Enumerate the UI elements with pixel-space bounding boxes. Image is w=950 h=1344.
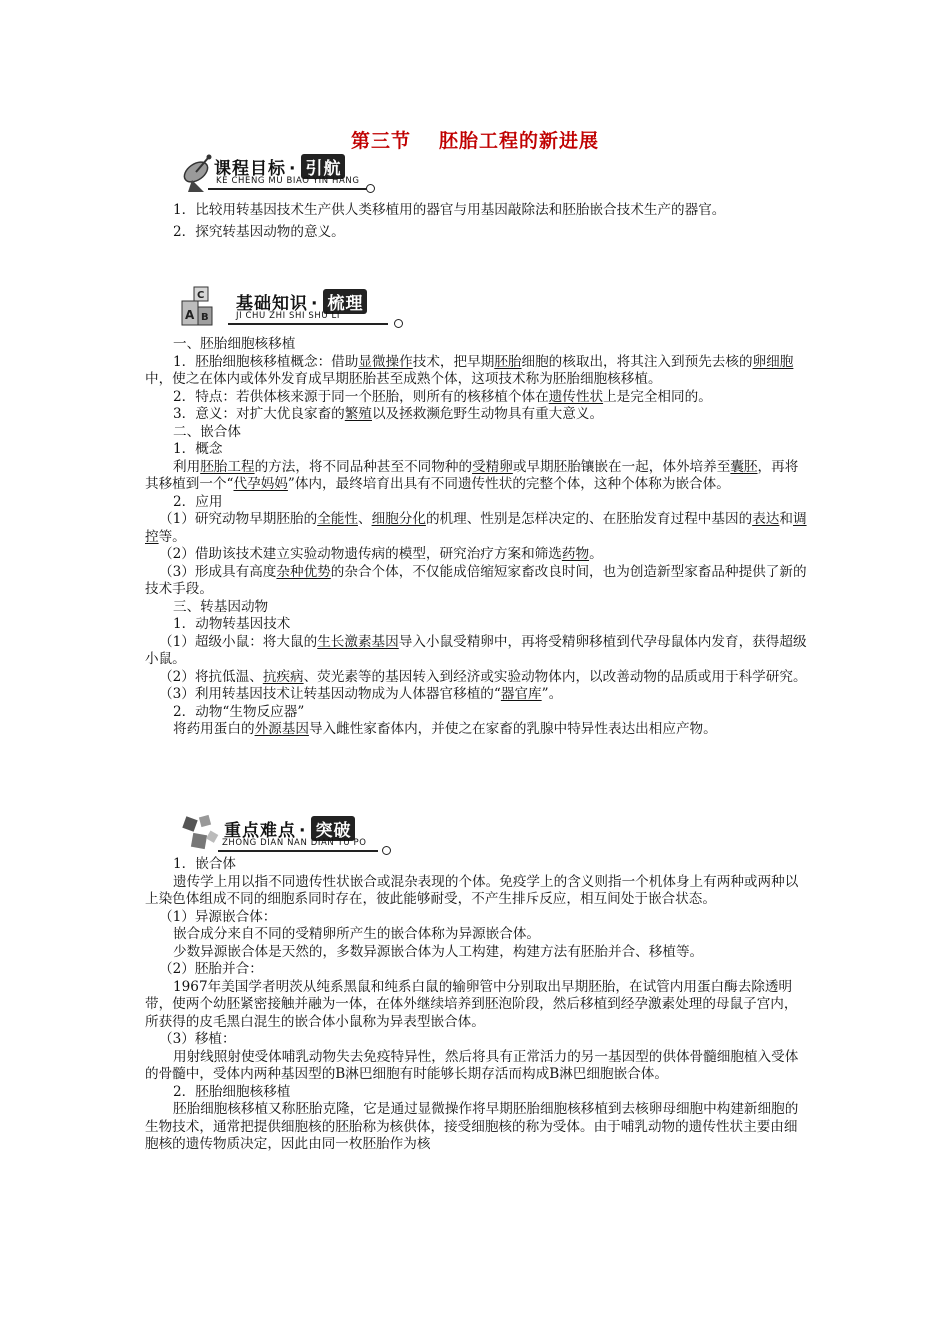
text-run: ·	[289, 159, 297, 179]
cubes-icon	[178, 812, 222, 856]
underlined-term: 调控	[145, 511, 807, 545]
goals-section	[145, 198, 807, 242]
basics-para	[145, 354, 807, 389]
text-run: （1）研究动物早期胚胎的	[159, 511, 318, 527]
text-run: 胚胎工程的新进展	[439, 130, 600, 152]
basics-subheading: 1．动物转基因技术	[173, 616, 291, 632]
underlined-term: 全能性	[317, 511, 358, 527]
text-run: 等。	[158, 528, 186, 545]
text-run: 以及拯救濒危野生动物具有重大意义。	[371, 406, 604, 422]
text-run: （2）将抗低温、	[159, 668, 263, 685]
key-heading: 1．嵌合体	[173, 856, 237, 872]
basics-subheading: 2．动物“生物反应器”	[173, 703, 305, 720]
basics-para	[145, 564, 807, 599]
underlined-term: 代孕妈妈	[233, 476, 288, 492]
underlined-term: 药物	[561, 546, 590, 562]
basics-para	[145, 686, 807, 704]
banner-knob	[366, 184, 375, 193]
key-para: 1967年美国学者明茨从纯系黑鼠和纯系白鼠的输卵管中分别取出早期胚胎，在试管内用蛋白酶去除透明带，使两个幼胚紧密接触并融为一体，在体外继续培养到胚泡阶段，然后移植到经孕激素处理的母鼠子宫内，所获得的皮毛黑白混生的嵌合体小鼠称为异表型嵌合体。	[145, 978, 798, 1030]
abc-blocks-icon	[178, 285, 222, 329]
underlined-term: 器官库	[500, 686, 542, 702]
text-run: 的杂合个体，不仅能成倍缩短家畜改良时间，也为创造新型家畜品种提供了新的技术手段。	[145, 563, 807, 597]
key-points-section	[145, 856, 807, 1154]
goal-2: 2．探究转基因动物的意义。	[173, 224, 345, 240]
underlined-term: 繁殖	[344, 406, 372, 422]
text-run: 、	[357, 511, 372, 527]
text-run: 1．胚胎细胞核移植概念：借助	[173, 353, 359, 370]
text-run: 突破	[311, 816, 355, 841]
basics-heading-2: 二、嵌合体	[173, 423, 241, 440]
key-para: 少数异源嵌合体是天然的，多数异源嵌合体为人工构建，构建方法有胚胎并合、移植等。	[173, 943, 704, 960]
banner-underline	[228, 323, 388, 325]
basics-para	[145, 459, 807, 494]
key-para: 胚胎细胞核移植又称胚胎克隆，它是通过显微操作将早期胚胎细胞核移植到去核卵母细胞中构建新细胞的生物技术，通常把提供细胞核的胚胎称为核供体，接受细胞核的称为受体。由于哺乳动物的遗传性状主要由细胞核的遗传物质决定，因此由同一枚胚胎作为核	[145, 1101, 799, 1152]
basics-heading-3: 三、转基因动物	[173, 598, 269, 615]
key-heading: 2．胚胎细胞核移植	[173, 1083, 291, 1100]
key-para: 遗传学上用以指不同遗传性状嵌合或混杂表现的个体。免疫学上的含义则指一个机体身上有两种或两种以上染色体组成不同的细胞系同时存在，彼此能够耐受，不产生排斥反应，相互间处于嵌合状态。	[145, 873, 799, 907]
text-run: 第三节	[350, 130, 411, 152]
basics-para	[145, 389, 807, 407]
basics-para	[145, 406, 807, 424]
section-banner-basics	[178, 285, 408, 329]
text-run: 中，使之在体内或体外发育成早期胚胎甚至成熟个体，这项技术称为胚胎细胞核移植。	[145, 371, 662, 387]
banner-pinyin: ZHONG DIAN NAN DIAN TU PO	[222, 838, 367, 848]
basics-para	[145, 511, 807, 546]
underlined-term: 抗疾病	[262, 668, 304, 685]
svg-text:B: B	[201, 312, 209, 323]
text-run: （2）借助该技术建立实验动物遗传病的模型，研究治疗方案和筛选	[159, 546, 562, 562]
key-subheading: （3）移植：	[159, 1031, 236, 1047]
basics-para	[145, 634, 807, 669]
underlined-term: 胚胎工程	[200, 458, 255, 475]
basics-subheading: 1．概念	[173, 441, 223, 457]
basics-para	[145, 546, 807, 564]
text-run: 利用	[173, 458, 201, 475]
text-run: （1）超级小鼠：将大鼠的	[159, 633, 318, 650]
underlined-term: 细胞分化	[371, 511, 426, 527]
text-run: 课程目标	[214, 159, 286, 179]
underlined-term: 受精卵	[472, 458, 513, 475]
text-run: 梳理	[323, 289, 367, 314]
text-run: （3）利用转基因技术让转基因动物成为人体器官移植的“	[159, 686, 501, 702]
text-run: 的机理、性别是怎样决定的、在胚胎发育过程中基因的	[425, 511, 753, 527]
underlined-term: 卵细胞	[752, 353, 794, 370]
banner-knob	[382, 846, 391, 855]
text-run: （3）形成具有高度	[159, 563, 277, 580]
underlined-term: 表达	[752, 511, 780, 527]
text-run: 、荧光素等的基因转入到经济或实验动物体内，以改善动物的品质或用于科学研究。	[303, 668, 807, 685]
text-run: 2．特点：若供体核来源于同一个胚胎，则所有的核移植个体在	[173, 388, 549, 405]
underlined-term: 遗传性状	[548, 388, 604, 405]
text-run: 。	[589, 546, 603, 562]
banner-pinyin: JI CHU ZHI SHI SHU LI	[236, 311, 340, 321]
text-run: 导入小鼠受精卵中，再将受精卵移植到代孕母鼠体内发育，获得超级小鼠。	[145, 633, 807, 667]
text-run: 细胞的核取出，将其注入到预先去核的	[521, 353, 753, 370]
text-run: 基础知识	[236, 294, 308, 314]
basics-subheading: 2．应用	[173, 493, 223, 510]
text-run: 和	[779, 511, 793, 527]
key-subheading: （2）胚胎并合：	[159, 961, 263, 977]
basics-heading-1: 一、胚胎细胞核移植	[173, 336, 296, 352]
basics-para	[145, 669, 807, 687]
text-run: ·	[299, 821, 307, 841]
basics-para	[145, 721, 807, 739]
svg-text:A: A	[185, 308, 195, 322]
page-title	[0, 126, 950, 153]
svg-text:C: C	[197, 290, 205, 301]
text-run: 上是完全相同的。	[603, 388, 712, 405]
key-para: 嵌合成分来自不同的受精卵所产生的嵌合体称为异源嵌合体。	[173, 926, 541, 942]
goal-1: 1．比较用转基因技术生产供人类移植用的器官与用基因敲除法和胚胎嵌合技术生产的器官。	[173, 202, 726, 218]
underlined-term: 囊胚	[730, 458, 758, 475]
text-run: 将药用蛋白的	[173, 721, 255, 737]
underlined-term: 外源基因	[254, 721, 309, 737]
section-banner-goals	[178, 150, 378, 194]
text-run: 或早期胚胎镶嵌在一起，体外培养至	[512, 458, 731, 475]
text-run: ·	[311, 294, 319, 314]
text-run: 导入雌性家畜体内，并使之在家畜的乳腺中特异性表达出相应产物。	[308, 721, 717, 737]
key-subheading: （1）异源嵌合体：	[159, 908, 277, 925]
banner-underline	[208, 188, 368, 190]
key-para: 用射线照射使受体哺乳动物失去免疫特异性，然后将具有正常活力的另一基因型的供体骨髓细胞植入受体的骨髓中，受体内两种基因型的B淋巴细胞有时能够长期存活而构成B淋巴细胞嵌合体。	[145, 1048, 799, 1082]
banner-pinyin: KE CHENG MU BIAO YIN HANG	[216, 176, 360, 186]
section-banner-key-points	[178, 812, 398, 856]
text-run: 重点难点	[224, 821, 296, 841]
basics-section	[145, 336, 807, 739]
text-run: ”体内，最终培育出具有不同遗传性状的完整个体，这种个体称为嵌合体。	[287, 476, 730, 492]
underlined-term: 显微操作	[358, 353, 413, 370]
text-run: 引航	[301, 154, 345, 179]
text-run: 技术，把早期	[412, 353, 495, 370]
text-run: ，再将其移植到一个“	[145, 458, 799, 492]
text-run: 的方法，将不同品种甚至不同物种的	[254, 458, 473, 475]
banner-knob	[394, 319, 403, 328]
underlined-term: 胚胎	[494, 353, 522, 370]
text-run: 3．意义：对扩大优良家畜的	[173, 406, 345, 422]
underlined-term: 杂种优势	[276, 563, 331, 580]
text-run: ”。	[541, 686, 563, 702]
underlined-term: 生长激素基因	[317, 633, 399, 650]
banner-underline	[218, 850, 378, 852]
